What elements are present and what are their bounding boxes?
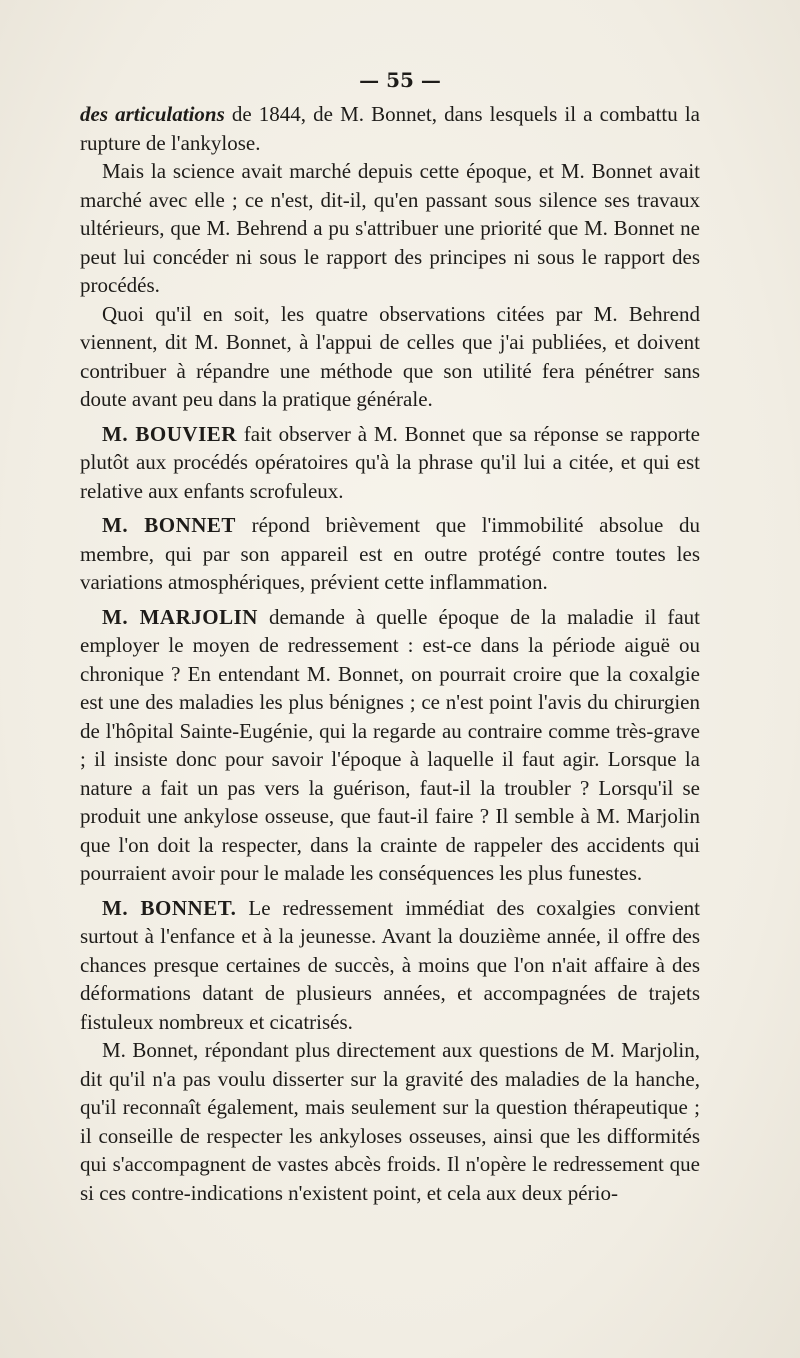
speaker-name: M. BONNET. — [102, 895, 237, 920]
italic-title: des articulations — [80, 102, 225, 126]
paragraph-text: fait observer à M. Bonnet que sa réponse se rapporte plutôt aux procédés opératoires qu'à la phrase qu'il lui a citée, et qui est relative aux enfants scrofuleux. — [80, 421, 700, 503]
speaker-name: M. BONNET — [102, 513, 236, 537]
paragraph: Mais la science avait marché depuis cette époque, et M. Bonnet avait marché avec elle ; ce n'est, dit-il, qu'en passant sous silence ses travaux ultérieurs, que M. Behrend a pu s'attribuer une priorité que M. Bonnet ne peut lui concéder ni sous le rapport des principes ni sous le rapport des procédés. — [80, 159, 700, 297]
speaker-paragraph — [80, 894, 700, 1037]
speaker-paragraph — [80, 603, 700, 888]
paragraph-continuation — [80, 100, 700, 157]
paragraph: Quoi qu'il en soit, les quatre observations citées par M. Behrend viennent, dit M. Bonnet, à l'appui de celles que j'ai publiées, et doivent contribuer à répandre une méthode que son utilité fera pénétrer sans doute avant peu dans la pratique générale. — [80, 301, 700, 411]
speaker-paragraph — [80, 511, 700, 597]
paragraph-text: Le redressement immédiat des coxalgies convient surtout à l'enfance et à la jeunesse. Avant la douzième année, il offre des chances presque certaines de succès, à moins que l'on n'ait affaire à des déformations datant de plusieurs années, et accompagnées de trajets fistuleux nombreux et cicatrisés. — [80, 895, 700, 1034]
paragraph-text: répond brièvement que l'immobilité absolue du membre, qui par son appareil est en outre protégé contre toutes les variations atmosphériques, prévient cette inflammation. — [80, 513, 700, 594]
body-text — [80, 100, 700, 1207]
paragraph-text: de 1844, de M. Bonnet, dans lesquels il a combattu la rupture de l'ankylose. — [80, 102, 700, 155]
paragraph-text: demande à quelle époque de la maladie il faut employer le moyen de redressement : est-ce dans la période aiguë ou chronique ? En entendant M. Bonnet, on pourrait croire que la coxalgie est une des maladies les plus bénignes ; ce n'est point l'avis du chirurgien de l'hôpital Sainte-Eugénie, qui la regarde au contraire comme très-grave ; il insiste donc pour savoir l'époque à laquelle il faut agir. Lorsque la nature a fait un pas vers la guérison, faut-il la troubler ? Lorsqu'il se produit une ankylose osseuse, que faut-il faire ? Il semble à M. Marjolin que l'on doit la respecter, dans la crainte de rappeler des accidents qui pourraient avoir pour le malade les conséquences les plus funestes. — [80, 604, 700, 885]
speaker-name: M. BOUVIER — [102, 421, 237, 446]
speaker-paragraph — [80, 420, 700, 506]
paragraph: M. Bonnet, répondant plus directement aux questions de M. Marjolin, dit qu'il n'a pas voulu disserter sur la gravité des maladies de la hanche, qu'il reconnaît également, mais seulement sur la question thérapeutique ; il conseille de respecter les ankyloses osseuses, ainsi que les difformités qui s'accompagnent de vastes abcès froids. Il n'opère le redressement que si ces contre-indications n'existent point, et cela aux deux pério- — [80, 1038, 700, 1205]
speaker-name: M. MARJOLIN — [102, 604, 258, 629]
page-number: — 55 — — [359, 68, 441, 92]
